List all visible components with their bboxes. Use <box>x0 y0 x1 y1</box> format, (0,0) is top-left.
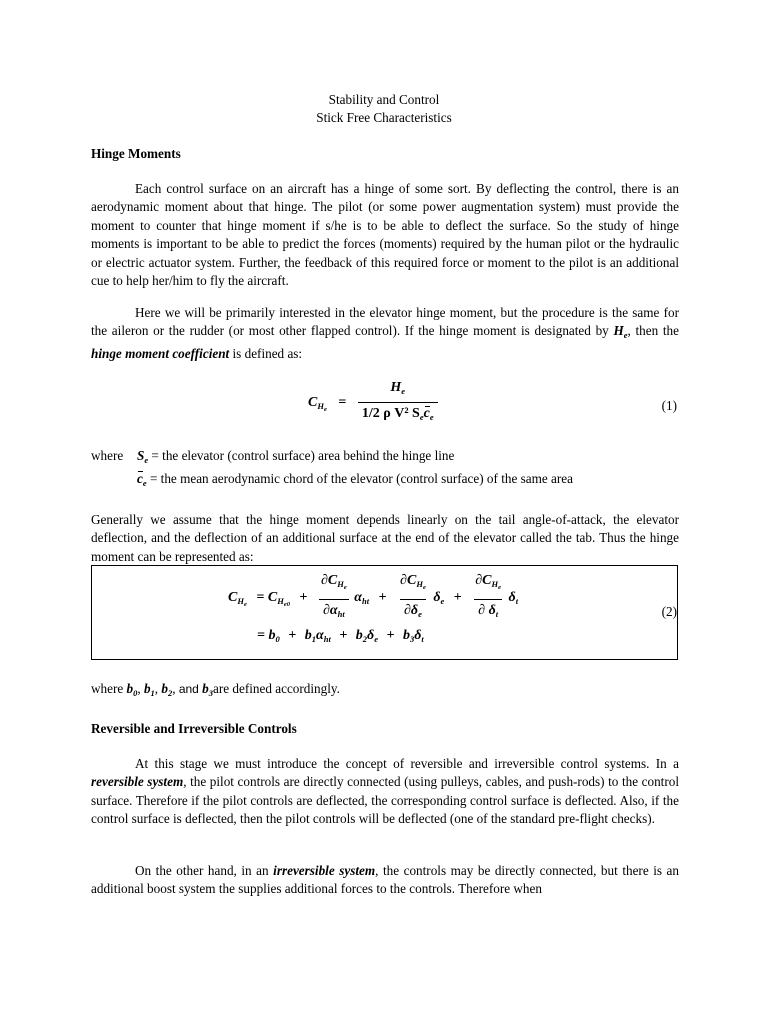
equation-2-line-2: = $b_0 + b_1\alpha_{ht} + b_2\delta_e + b_3\delta_t$ <box>257 628 424 644</box>
paragraph-irreversible <box>91 862 679 899</box>
eq2-plus-3: + <box>453 590 462 606</box>
symbol-b1: $b_1$ <box>143 681 155 698</box>
symbol-b0: $b_0$ <box>126 681 138 698</box>
section-heading-reversible <box>91 720 679 738</box>
para-text-a: Here we will be primarily interested in the elevator hinge moment, but the procedure is the same for the aileron or the rudder (or most other flapped control). If the hinge moment is designated by <box>91 305 679 339</box>
eq1-fraction <box>358 379 438 427</box>
para-text-c: is defined as: <box>229 345 303 361</box>
symbol-b3: $b_3$ <box>202 681 213 698</box>
eq1-lhs: $C_{H_e}$ <box>308 395 327 414</box>
term-hinge-moment-coefficient: hinge moment coefficient <box>91 345 230 361</box>
eq2-plus-2: + <box>378 590 387 606</box>
eq2-plus-1: + <box>299 590 308 606</box>
paragraph-text: At this stage we must introduce the concept of reversible and irreversible control systems. In a reversible system, the pilot controls are directly connected (using pulleys, cables, and push-rods) to the control surface. Therefore if the pilot controls are deflected, the corresponding control surface is deflected. Also, if the control surface is deflected, then the pilot controls will be deflected (one of the standard pre-flight checks). <box>91 756 679 827</box>
eq2-lhs: $C_{H_e}$ <box>228 590 247 609</box>
paragraph-reversible <box>91 755 679 829</box>
definition-ce-text: = the mean aerodynamic chord of the elevator (control surface) of the same area <box>146 471 573 486</box>
symbol-he: $H_e$ <box>613 323 628 341</box>
paragraph-elevator-hinge <box>91 304 679 363</box>
title-line-2: Stick Free Characteristics <box>316 110 452 126</box>
symbol-se: $S_e$ <box>137 448 149 465</box>
eq2-delta-t: $\delta_t$ <box>508 590 519 607</box>
term-reversible-system: reversible system <box>91 774 184 790</box>
eq2-alpha-ht: $\alpha_{ht}$ <box>354 590 370 607</box>
title-line-1: Stability and Control <box>328 92 440 107</box>
heading-text: Hinge Moments <box>91 146 181 161</box>
section-heading-hinge-moments <box>91 145 679 163</box>
term-irreversible-system: irreversible system <box>273 863 376 878</box>
equation-1-number: (1) <box>661 398 677 413</box>
equation-2-line-1 <box>228 572 518 624</box>
para-text-b: , then the <box>627 323 679 339</box>
document-title <box>0 91 768 128</box>
eq2-derivative-delta-t: $\frac{\partial C_{H_e}}{\partial \delta_t}$ <box>471 572 505 624</box>
equation-1 <box>308 379 438 427</box>
where-label: where <box>91 448 124 463</box>
paragraph-text: Each control surface on an aircraft has a hinge of some sort. By deflecting the control, there is an aerodynamic moment about that hinge. The pilot (or some power augmentation system) must provide the moment to counter that hinge moment if s/he is to be able to deflect the surface. So the study of hinge moments is important to be able to predict the forces (moments) required by the human pilot or the hydraulic or electric actuator system. Further, the feedback of this required force or moment to the pilot is an additional cue to help her/him to fly the aircraft. <box>91 181 679 289</box>
symbol-ce: $c_e$ <box>137 471 147 488</box>
definition-se <box>137 447 454 469</box>
eq1-denominator: 1/2 ρ V² $S_ec_e$ <box>358 402 438 426</box>
symbol-b2: $b_2$ <box>161 681 173 698</box>
definition-se-text: = the elevator (control surface) area behind the hinge line <box>148 448 455 463</box>
eq1-numerator: $H_e$ <box>390 380 406 396</box>
eq2-derivative-delta-e: $\frac{\partial C_{H_e}}{\partial\delta_e}$ <box>396 572 430 624</box>
heading-text: Reversible and Irreversible Controls <box>91 721 297 736</box>
eq1-equals: = <box>338 395 347 411</box>
paragraph-text: On the other hand, in an irreversible system, the controls may be directly connected, but there is an additional boost system the supplies additional forces to the controls. Therefore when <box>91 863 679 897</box>
definition-ce <box>137 470 573 492</box>
where-definitions <box>91 447 123 465</box>
eq2-delta-e: $\delta_e$ <box>433 590 445 607</box>
eq2-ch0: = $C_{H_{e0}}$ <box>256 590 290 609</box>
paragraph-text: Generally we assume that the hinge moment depends linearly on the tail angle-of-attack, the elevator deflection, and the deflection of an additional surface at the end of the elevator called the tab. Thus the hinge moment can be represented as: <box>91 512 679 564</box>
paragraph-text <box>91 304 679 363</box>
where-coefficients: where $b_0$, $b_1$, $b_2$, and $b_3are$ defined accordingly. <box>91 681 340 698</box>
paragraph-linear-hinge <box>91 511 679 566</box>
paragraph-hinge-intro <box>91 180 679 290</box>
equation-2-number: (2) <box>661 604 677 619</box>
eq2-derivative-alpha: $\frac{\partial C_{H_e}}{\partial\alpha_{ht}}$ <box>317 572 351 624</box>
